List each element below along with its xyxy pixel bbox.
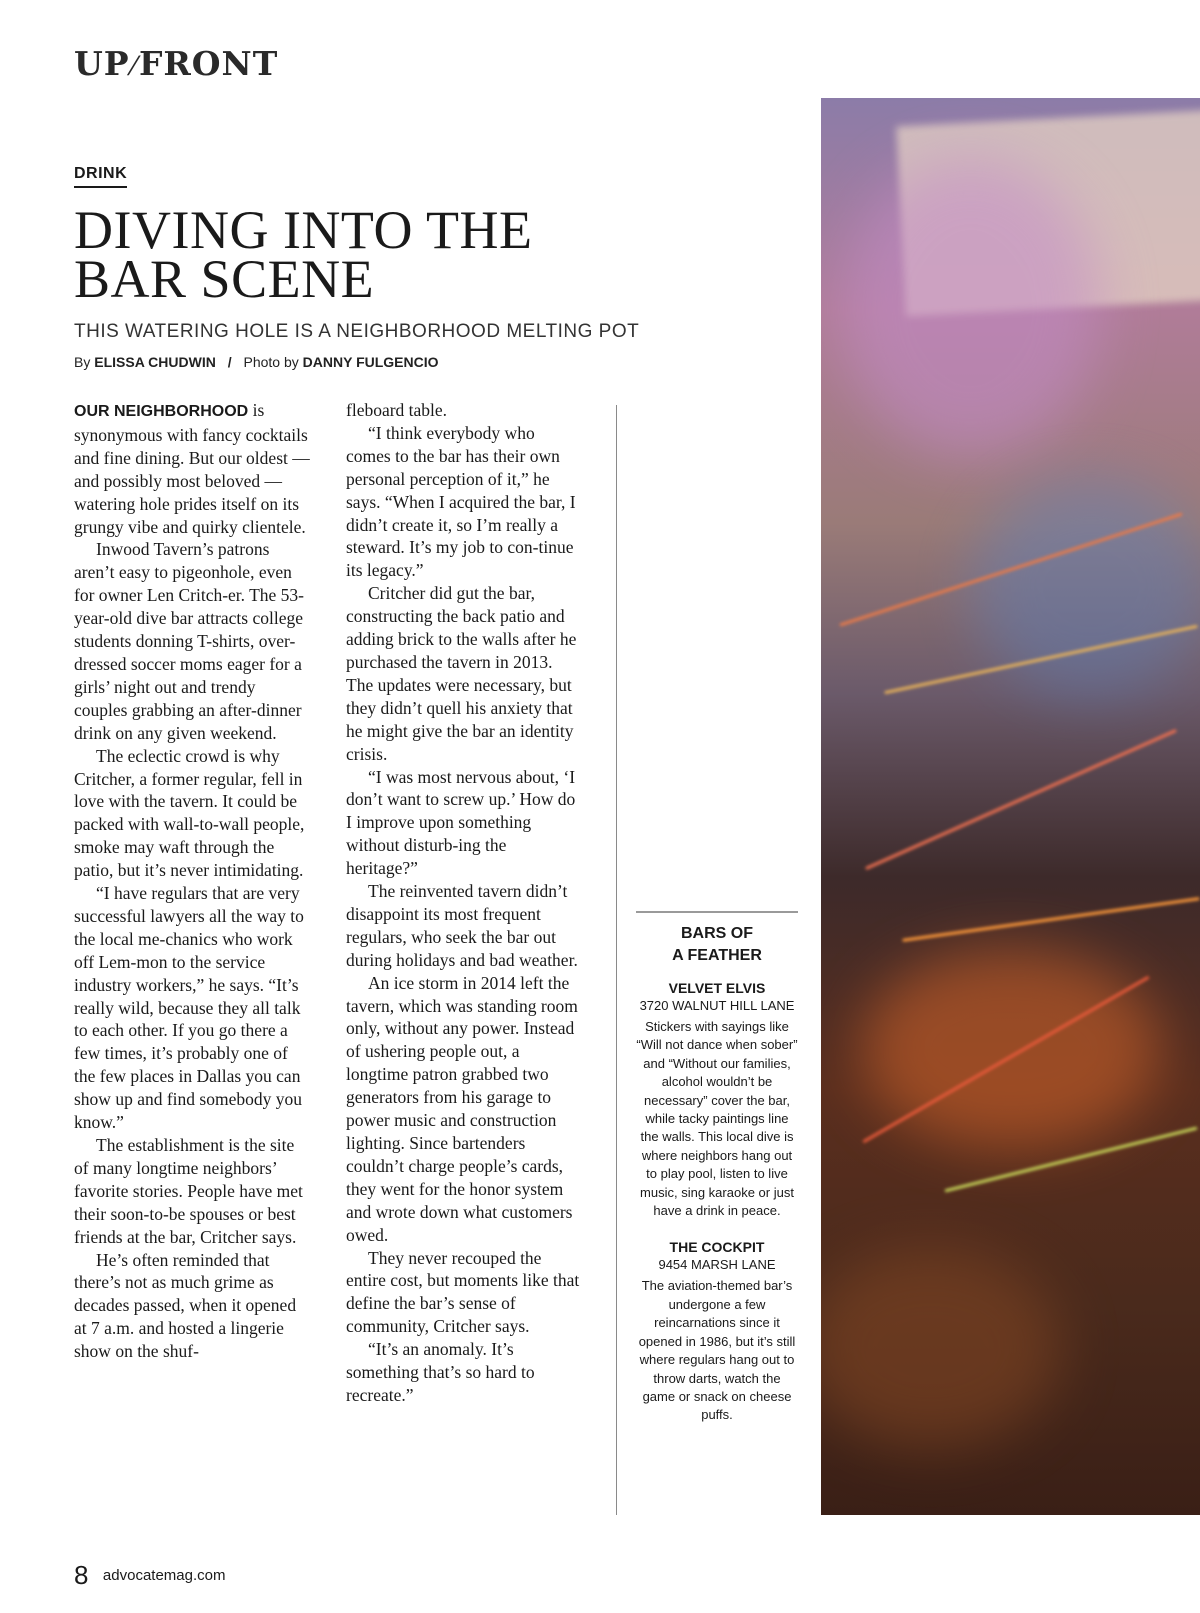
- site-url: advocatemag.com: [102, 1567, 226, 1584]
- sidebar-title-line-1: BARS OF: [681, 925, 753, 942]
- article-column-2: [346, 399, 582, 1407]
- headline-line-1: DIVING INTO THE: [74, 200, 533, 260]
- article-paragraph: He’s often reminded that there’s not as much grime as decades passed, when it opened at 7 a.m. and hosted a lingerie show on the shuf-: [74, 1249, 297, 1362]
- sidebar-title-line-2: A FEATHER: [672, 947, 762, 964]
- article-paragraph: They never recouped the entire cost, but moments like that define the bar’s sense of community, Critcher says.: [346, 1247, 580, 1337]
- article-paragraph: “I was most nervous about, ‘I don’t want to screw up.’ How do I improve upon something without disturb-ing the heritage?”: [346, 766, 576, 879]
- article-paragraph: [74, 399, 310, 538]
- sidebar-entry: [636, 1238, 798, 1424]
- bar-description: The aviation-themed bar’s undergone a few reincarnations since it opened in 1986, but it’s still where regulars hang out to throw darts, watch the game or snack on cheese puffs.: [638, 1278, 796, 1423]
- masthead-front: FRONT: [138, 44, 279, 83]
- article-paragraph: Critcher did gut the bar, constructing the back patio and adding brick to the walls after he purchased the tavern in 2013. The updates were necessary, but they didn’t quell his anxiety that he might give the bar an identity crisis.: [346, 583, 577, 764]
- bar-lights-photo: [821, 98, 1200, 1515]
- photo-glow: [841, 158, 1101, 458]
- magazine-section-masthead: [74, 44, 278, 83]
- article-paragraph: “It’s an anomaly. It’s something that’s so hard to recreate.”: [346, 1339, 535, 1405]
- bar-description: Stickers with sayings like “Will not dance when sober” and “Without our families, alcohol wouldn’t be necessary” cover the bar, while tacky paintings line the walls. This local dive is where neighbors hang out to play pool, listen to live music, sing karaoke or just have a drink in peace.: [636, 1019, 798, 1219]
- headline-line-2: BAR SCENE: [74, 249, 375, 309]
- sidebar-title: [636, 923, 798, 967]
- bar-address: 3720 WALNUT HILL LANE: [639, 998, 795, 1013]
- article-paragraph: fleboard table.: [346, 400, 448, 420]
- light-streak: [902, 897, 1199, 942]
- headline: [74, 200, 634, 309]
- article-paragraph: An ice storm in 2014 left the tavern, which was standing room only, without any power. Instead of ushering people out, a longtime patron grabbed two generators from his garage to power music and construction lighting. Since bartenders couldn’t charge people’s cards, they went for the honor system and wrote down what customers owed.: [346, 972, 578, 1245]
- article-paragraph: The reinvented tavern didn’t disappoint its most frequent regulars, who seek the bar out during holidays and bad weather.: [346, 881, 578, 970]
- article-paragraph: “I think everybody who comes to the bar has their own personal perception of it,” he says. “When I acquired the bar, I didn’t create it, so I’m really a steward. It’s my job to con-tinue its legacy.”: [346, 422, 576, 581]
- byline-by: By: [74, 354, 91, 370]
- bar-name: THE COCKPIT: [669, 1239, 765, 1256]
- section-label: DRINK: [74, 165, 127, 188]
- light-streak: [865, 729, 1177, 870]
- masthead-up: UP: [74, 44, 130, 83]
- masthead-slash: ⁄: [131, 52, 137, 82]
- bar-address: 9454 MARSH LANE: [658, 1257, 776, 1273]
- dek-subtitle: THIS WATERING HOLE IS A NEIGHBORHOOD MELTING POT: [74, 321, 640, 342]
- byline-separator: /: [227, 354, 232, 370]
- byline-photo-by: Photo by: [243, 354, 299, 370]
- article-text: is synonymous with fancy cocktails and fine dining. But our oldest — and possibly most beloved — watering hole prides itself on its grungy vibe and quirky clientele.: [74, 400, 310, 537]
- page-folio: [74, 1560, 226, 1591]
- sidebar-bars-of-a-feather: [636, 911, 798, 1443]
- article-paragraph: The eclectic crowd is why Critcher, a former regular, fell in love with the tavern. It could be packed with wall-to-wall people, smoke may waft through the patio, but it’s never intimidating.: [74, 745, 305, 881]
- lead-in: OUR NEIGHBORHOOD: [74, 403, 249, 420]
- column-divider: [616, 405, 617, 1515]
- article-column-1: [74, 399, 310, 1363]
- page-number: 8: [74, 1560, 89, 1590]
- byline-photographer: DANNY FULGENCIO: [302, 354, 439, 370]
- byline-author: ELISSA CHUDWIN: [94, 354, 216, 370]
- article-paragraph: “I have regulars that are very successful lawyers all the way to the local me-chanics who work off Lem-mon to the service industry workers,” he says. “It’s really wild, because they all talk to each other. If you go there a few times, it’s probably one of the few places in Dallas you can show up and find somebody you know.”: [74, 883, 304, 1133]
- sidebar-entry: [636, 979, 798, 1220]
- article-paragraph: The establishment is the site of many longtime neighbors’ favorite stories. People have met their soon-to-be spouses or best friends at the bar, Critcher says.: [74, 1135, 303, 1247]
- bar-name: VELVET ELVIS: [668, 980, 766, 996]
- article-paragraph: Inwood Tavern’s patrons aren’t easy to pigeonhole, even for owner Len Critch-er. The 53-year-old dive bar attracts college students donning T-shirts, over-dressed soccer moms eager for a girls’ night out and trendy couples grabbing an after-dinner drink on any given weekend.: [74, 539, 305, 743]
- byline: [74, 354, 439, 370]
- photo-glow: [821, 1248, 1061, 1448]
